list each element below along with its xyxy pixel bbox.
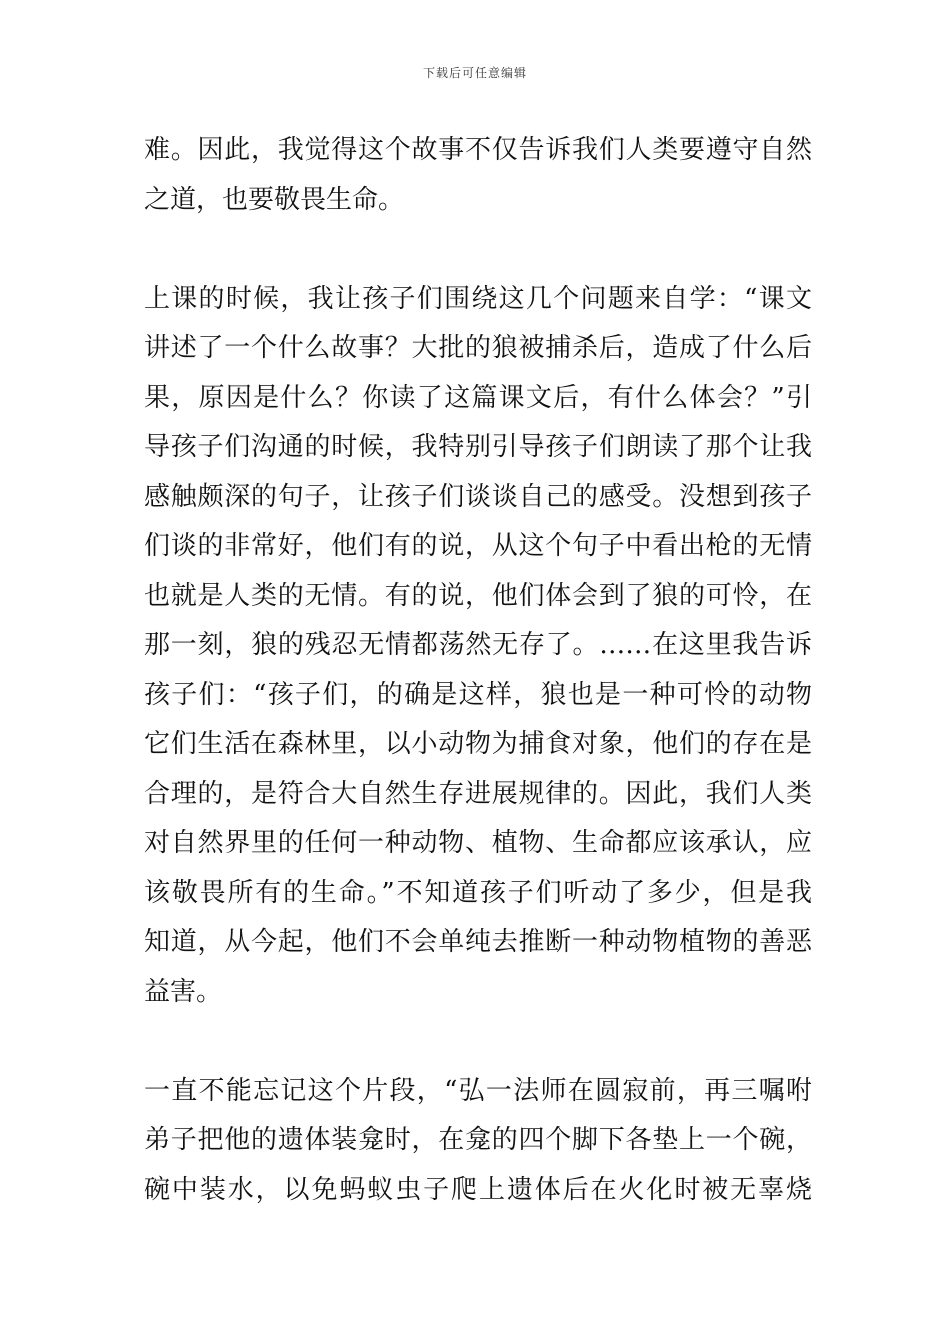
text-line: 们谈的非常好，他们有的说，从这个句子中看出枪的无情 xyxy=(144,531,812,561)
text-line: 讲述了一个什么故事？大批的狼被捕杀后，造成了什么后 xyxy=(144,333,812,363)
document-body xyxy=(144,126,812,1215)
text-line: 碗中装水，以免蚂蚁虫子爬上遗体后在火化时被无辜烧 xyxy=(144,1174,812,1205)
text-line: 之道，也要敬畏生命。 xyxy=(144,184,405,215)
page-header: 下载后可任意编辑 xyxy=(422,66,527,80)
text-line: 那一刻，狼的残忍无情都荡然无存了。……在这里我告诉 xyxy=(144,630,812,660)
text-line: 它们生活在森林里，以小动物为捕食对象，他们的存在是 xyxy=(144,729,812,759)
text-line: 益害。 xyxy=(144,976,223,1007)
text-line: 合理的，是符合大自然生存进展规律的。因此，我们人类 xyxy=(144,778,812,809)
text-line: 难。因此，我觉得这个故事不仅告诉我们人类要遵守自然 xyxy=(144,135,812,165)
text-line: 一直不能忘记这个片段，“弘一法师在圆寂前，再三嘱咐 xyxy=(144,1075,812,1106)
text-line: 知道，从今起，他们不会单纯去推断一种动物植物的善恶 xyxy=(144,927,812,957)
text-line: 孩子们：“孩子们，的确是这样，狼也是一种可怜的动物 xyxy=(144,679,812,710)
paragraph-gap xyxy=(144,1017,812,1067)
text-line: 导孩子们沟通的时候，我特别引导孩子们朗读了那个让我 xyxy=(144,432,812,462)
text-line: 对自然界里的任何一种动物、植物、生命都应该承认，应 xyxy=(144,828,812,858)
text-line: 该敬畏所有的生命。”不知道孩子们听动了多少，但是我 xyxy=(144,877,812,908)
text-line: 果，原因是什么？你读了这篇课文后，有什么体会？”引 xyxy=(144,382,812,413)
paragraph-gap xyxy=(144,225,812,275)
text-line: 也就是人类的无情。有的说，他们体会到了狼的可怜，在 xyxy=(144,580,812,611)
paragraph-2 xyxy=(144,275,812,1018)
text-line: 上课的时候，我让孩子们围绕这几个问题来自学：“课文 xyxy=(144,283,812,314)
text-line: 弟子把他的遗体装龛时，在龛的四个脚下各垫上一个碗， xyxy=(144,1125,812,1155)
text-line: 感触颇深的句子，让孩子们谈谈自己的感受。没想到孩子 xyxy=(144,481,812,512)
paragraph-1 xyxy=(144,126,812,225)
paragraph-3 xyxy=(144,1067,812,1216)
